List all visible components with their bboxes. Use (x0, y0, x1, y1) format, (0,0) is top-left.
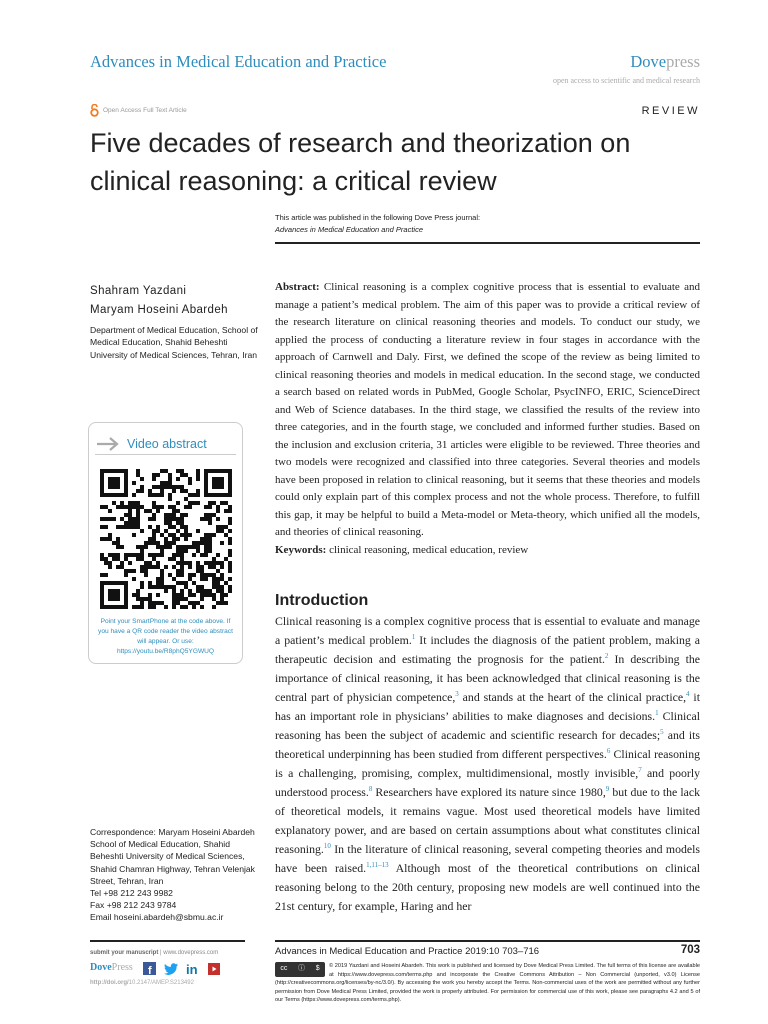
title-line: clinical reasoning: a critical review (90, 166, 497, 196)
social-links (143, 962, 220, 975)
dovepress-logo (630, 52, 700, 72)
affiliation: Department of Medical Education, School of Medical Education, Shahid Beheshti University of Medical Sciences, Tehran, Iran (90, 325, 258, 360)
corr-line: Fax +98 212 243 9784 (90, 900, 177, 911)
citation-reference[interactable]: 2 (604, 652, 609, 661)
citation-reference[interactable]: 7 (638, 766, 642, 775)
tagline: open access to scientific and medical research (552, 76, 700, 85)
article-type: REVIEW (641, 105, 700, 117)
license-text (275, 962, 700, 1005)
dove-text: Dove (90, 962, 112, 973)
submit-manuscript[interactable] (90, 950, 218, 956)
corr-line: School of Medical Education, Shahid Beheshti University of Medical Sciences, Shahid Chamran Highway, Tehran Velenjak Street, Tehran, Iran (90, 839, 255, 886)
open-access-text: Open Access Full Text Article (103, 107, 187, 114)
citation-reference[interactable]: 1 (411, 633, 416, 642)
license-body: © 2019 Yazdani and Hoseini Abardeh. This work is published and licensed by Dove Medical Press Limited. The full terms of this license are available at https://www.dovepress.com/terms.php and incorporate the Creative Commons Attribution – Non Commercial (unported, v3.0) License (http://creativecommons.org/licenses/by-nc/3.0/). By accessing the work you hereby accept the Terms. Non-commercial uses of the work are permitted without any further permission from Dove Medical Press Limited, provided the work is properly attributed. For permission for commercial use of this work, please see paragraphs 4.2 and 5 of our Terms (https://www.dovepress.com/terms.php). (275, 963, 700, 1004)
intro-text-segment: and stands at the heart of the clinical practice, (458, 690, 687, 704)
authors (90, 282, 228, 320)
intro-text-segment: and poorly understood process. (275, 766, 700, 799)
dovepress-footer-logo (90, 962, 133, 973)
pubnote-journal: Advances in Medical Education and Practice (275, 225, 424, 234)
svg-text:f: f (148, 965, 152, 975)
twitter-icon[interactable] (164, 963, 178, 975)
corr-line: Correspondence: Maryam Hoseini Abardeh (90, 827, 255, 837)
citation-reference[interactable]: 9 (605, 785, 610, 794)
intro-text-segment: Clinical reasoning is a challenging, promising, complex, multidimensional, mostly invisible, (275, 747, 700, 780)
doi-link[interactable] (90, 980, 194, 986)
citation-reference[interactable]: 1,11–13 (366, 861, 389, 870)
corr-email[interactable]: Email hoseini.abardeh@sbmu.ac.ir (90, 912, 224, 923)
citation-reference[interactable]: 8 (368, 785, 373, 794)
abstract-text: Clinical reasoning is a complex cognitive process that is essential to evaluate and manage a patient’s medical problem. The aim of this paper was to provide a critical review of the research literature on clinical reasoning theories and models. To conduct our study, we applied the process of conducting a literature review in four stages in accordance with the approach of Carnwell and Daly. First, we defined the scope of the review as being limited to clinical reasoning theories and models in medical education. In the second stage, we conducted a search based on related words in PubMed, Google Scholar, PsycINFO, ERIC, ScienceDirect and Web of Science databases. In the third stage, we classified the results of the review into three categories, and in the fourth stage, we concluded and informed further studies. Based on the inclusion and exclusion criteria, 31 articles were eligible to be reviewed. Three theories and two models were recognized and classified into three categories. Several theories and models have been proposed in relation to clinical reasoning, but it seems that these theories and models could only explain part of this complex process and not the whole process. Therefore, to fulfill this gap, it may be helpful to build a Meta-model or Meta-theory, which unified all the models, and theories of clinical reasoning. (275, 281, 700, 538)
abstract (275, 279, 700, 559)
qr-code[interactable] (100, 469, 232, 609)
video-abstract-header (95, 433, 236, 455)
intro-text-segment: In the literature of clinical reasoning, several competing theories and models have been raised. (275, 842, 700, 875)
youtube-icon[interactable] (208, 963, 220, 975)
doi-value[interactable]: 10.2147/AMEP.S213492 (128, 980, 194, 986)
video-caption[interactable]: Point your SmartPhone at the code above. If you have a QR code reader the video abstract will appear. Or use: https://youtu.be/R8phQ5YGWUQ (98, 618, 233, 655)
divider (90, 940, 245, 942)
intro-text-segment: and its theoretical underpinning has been studied from different perspectives. (275, 728, 700, 761)
video-abstract-label: Video abstract (127, 436, 207, 451)
citation-reference[interactable]: 1 (655, 709, 659, 718)
intro-text-segment: Clinical reasoning is a complex cognitive process that is essential to evaluate and manage a patient’s medical problem. (275, 614, 700, 647)
facebook-icon[interactable] (143, 962, 156, 975)
introduction-text (275, 612, 700, 916)
author: Shahram Yazdani (90, 285, 187, 297)
brand-press: press (666, 52, 700, 71)
site-link[interactable]: | www.dovepress.com (160, 950, 219, 956)
citation-reference[interactable]: 5 (660, 728, 664, 737)
linkedin-icon[interactable] (186, 962, 200, 975)
intro-text-segment: Although most of the theoretical contributions on clinical reasoning belong to the 20th century, proposing new models are well continued into the 21st century, for example, Haring and her (275, 861, 700, 913)
journal-name: Advances in Medical Education and Practice (90, 52, 387, 71)
divider (275, 242, 700, 244)
introduction-heading: Introduction (275, 592, 369, 609)
video-abstract-box[interactable] (88, 422, 243, 664)
citation-reference[interactable]: 6 (606, 747, 611, 756)
intro-text-segment: it has an important role in physicians’ abilities to make diagnoses and decisions. (275, 690, 700, 723)
citation-reference[interactable]: 10 (323, 842, 331, 851)
brand-dove: Dove (630, 52, 667, 71)
journal-citation: Advances in Medical Education and Practice 2019:10 703–716 (275, 946, 540, 957)
page-number: 703 (680, 944, 700, 956)
svg-text:in: in (186, 962, 198, 975)
abstract-label: Abstract: (275, 281, 320, 293)
submit-label[interactable]: submit your manuscript (90, 950, 159, 956)
intro-text-segment: but due to the lack of theoretical models, it remains vague. Most used theoretical models have limited explanatory power, and are based on certain assumptions about what constitutes clinical reasoning. (275, 785, 700, 856)
pubnote-text: This article was published in the following Dove Press journal: (275, 213, 481, 222)
intro-text-segment: In describing the importance of clinical reasoning, it has been acknowledged that clinical reasoning is the central part of physician competence, (275, 652, 700, 704)
intro-text-segment: Researchers have explored its nature since 1980, (372, 785, 606, 799)
article-title (90, 124, 630, 200)
intro-text-segment: Clinical reasoning has been the subject of academic and scientific research for decades; (275, 709, 700, 742)
keywords: clinical reasoning, medical education, review (329, 543, 529, 556)
correspondence (90, 826, 265, 924)
corr-line: Tel +98 212 243 9982 (90, 888, 173, 899)
citation-reference[interactable]: 4 (686, 690, 690, 699)
divider (275, 940, 700, 942)
cc-by-nc-icon: cc ⓘ $ (275, 962, 325, 977)
arrow-right-icon (95, 436, 121, 452)
publication-note (275, 212, 480, 236)
citation-reference[interactable]: 3 (455, 690, 459, 699)
keywords-label: Keywords: (275, 543, 327, 556)
title-line: Five decades of research and theorization on (90, 128, 631, 158)
doi-prefix[interactable]: http://doi.org/ (90, 980, 129, 986)
press-text: Press (111, 962, 133, 973)
open-access-icon (90, 104, 99, 117)
open-access-label (90, 104, 187, 117)
author: Maryam Hoseini Abardeh (90, 304, 228, 316)
intro-text-segment: It includes the diagnosis of the patient problem, making a therapeutic decision and estimating the prognosis for the patient. (275, 633, 701, 666)
